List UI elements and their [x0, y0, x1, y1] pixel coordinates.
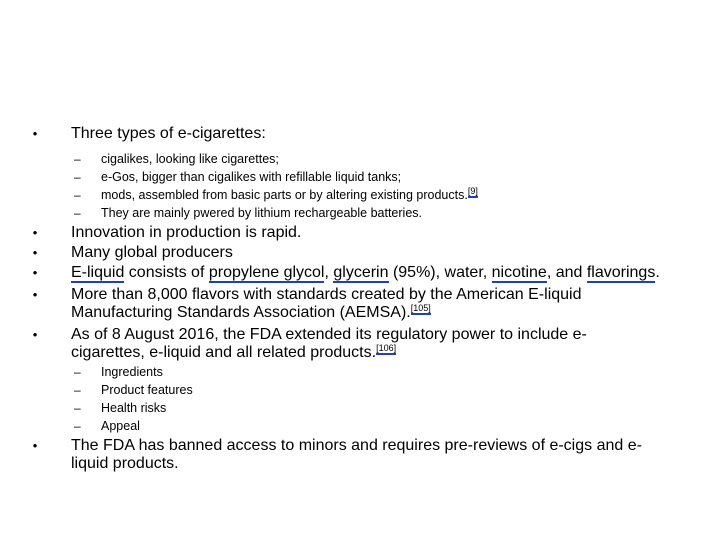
bullet-marker: • [32, 438, 38, 453]
bullet-minors-line1: The FDA has banned access to minors and requires pre-reviews of e-cigs and e- [71, 437, 642, 454]
dash-marker: – [74, 383, 81, 397]
reference-link-105[interactable]: [105] [410, 302, 431, 313]
bullet-fda-line1: As of 8 August 2016, the FDA extended its regulatory power to include e- [71, 326, 587, 343]
sub-item-product-features: Product features [101, 383, 193, 397]
sub-item-egos: e-Gos, bigger than cigalikes with refillable liquid tanks; [101, 170, 402, 184]
bullet-marker: • [32, 225, 38, 240]
bullet-marker: • [32, 287, 38, 302]
bullet-marker: • [32, 245, 38, 260]
reference-link-9[interactable]: [9] [467, 185, 478, 196]
bullet-eliquid: E-liquid consists of propylene glycol, glycerin (95%), water, nicotine, and flavorings. [71, 264, 660, 281]
reference-link-106[interactable]: [106] [376, 342, 397, 353]
bullet-fda-line2: cigarettes, e-liquid and all related products.[106] [71, 342, 397, 361]
link-nicotine[interactable]: nicotine [491, 264, 547, 281]
dash-marker: – [74, 206, 81, 220]
sub-item-mods: mods, assembled from basic parts or by altering existing products.[9] [101, 185, 478, 202]
link-propylene-glycol[interactable]: propylene glycol [208, 264, 325, 281]
sub-item-ingredients: Ingredients [101, 365, 163, 379]
link-e-liquid[interactable]: E-liquid [71, 264, 125, 281]
dash-marker: – [74, 419, 81, 433]
bullet-types-of-ecigarettes: Three types of e-cigarettes: [71, 125, 266, 142]
bullet-marker: • [32, 265, 38, 280]
sub-item-batteries: They are mainly pwered by lithium rechargeable batteries. [101, 206, 422, 220]
dash-marker: – [74, 188, 81, 202]
sub-item-health-risks: Health risks [101, 401, 167, 415]
bullet-minors-line2: liquid products. [71, 455, 179, 472]
link-glycerin[interactable]: glycerin [333, 264, 389, 281]
bullet-flavors-line2: Manufacturing Standards Association (AEMSA).[105] [71, 302, 431, 321]
sub-item-cigalikes: cigalikes, looking like cigarettes; [101, 152, 279, 166]
dash-marker: – [74, 401, 81, 415]
link-flavorings[interactable]: flavorings [586, 264, 656, 281]
sub-item-appeal: Appeal [101, 419, 140, 433]
bullet-flavors-line1: More than 8,000 flavors with standards created by the American E-liquid [71, 286, 582, 303]
dash-marker: – [74, 152, 81, 166]
bullet-innovation: Innovation in production is rapid. [71, 224, 302, 241]
dash-marker: – [74, 365, 81, 379]
dash-marker: – [74, 170, 81, 184]
bullet-marker: • [32, 126, 38, 141]
bullet-marker: • [32, 327, 38, 342]
bullet-global-producers: Many global producers [71, 244, 233, 261]
